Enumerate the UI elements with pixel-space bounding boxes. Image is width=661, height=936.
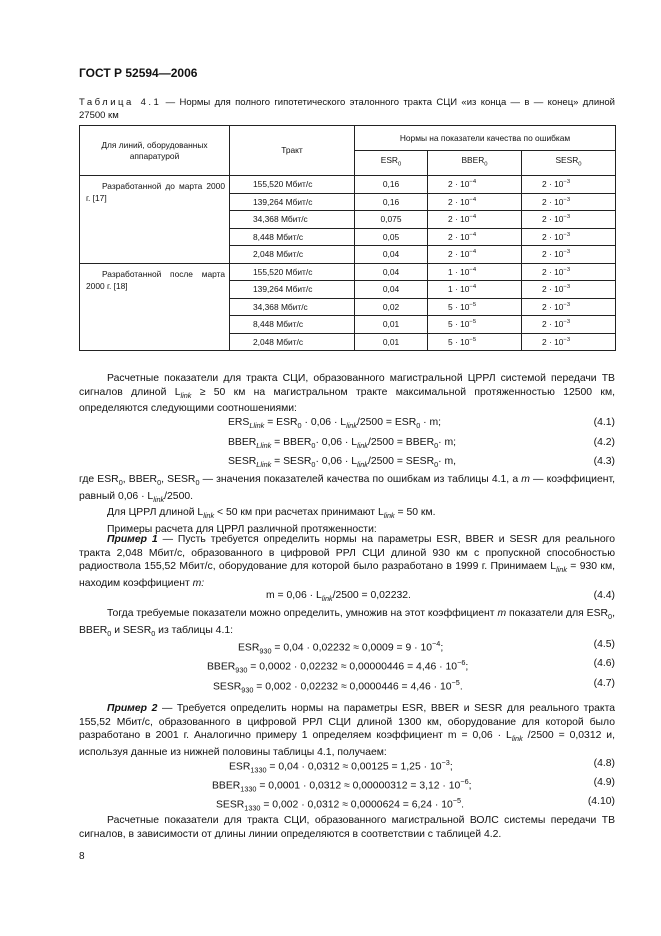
eq-number-4-10: (4.10)	[587, 796, 615, 807]
paragraph-example-2: Пример 2 — Требуется определить нормы на параметры ESR, BBER и SESR для реального тракта 155,52 Мбит/с, образованного в цифровой РРЛ СЦИ длиной 1300 км, оборудование для которой было разработано в 2001 г. Аналогично примеру 1 определяем коэффициент $m = 0,06 \cdot L_{link}$ /2500 = 0,0312 и, используя данные из нижней половины таблицы 4.1, получаем:	[79, 703, 615, 758]
header-bber: $BBER_0$	[428, 151, 522, 176]
cell-track: 2,048 Мбит/с	[230, 333, 355, 351]
table-caption-text: — Нормы для полного гипотетического эталонного тракта СЦИ «из конца — в — конец» длиной 27500 км	[79, 97, 615, 121]
header-sesr: $SESR_0$	[522, 151, 616, 176]
eq-number-4-1: (4.1)	[593, 417, 615, 428]
equation-4-9: $BBER_{1330} = 0,0001 \cdot 0,0312 \approx 0,00000312 = 3,12 \cdot 10^{-6}$;	[212, 777, 472, 794]
cell-bber: $5 \cdot 10^{-5}$	[428, 298, 522, 316]
cell-track: 155,520 Мбит/с	[230, 263, 355, 281]
cell-sesr: $2 \cdot 10^{-3}$	[522, 316, 616, 334]
cell-sesr: $2 \cdot 10^{-3}$	[522, 298, 616, 316]
cell-bber: $2 \cdot 10^{-4}$	[428, 228, 522, 246]
cell-bber: $5 \cdot 10^{-5}$	[428, 316, 522, 334]
equation-4-10: $SESR_{1330} = 0,002 \cdot 0,0312 \approx 0,0000624 = 6,24 \cdot 10^{-5}$.	[216, 796, 464, 813]
cell-esr: 0,05	[355, 228, 428, 246]
cell-track: 139,264 Мбит/с	[230, 193, 355, 211]
paragraph-then: Тогда требуемые показатели можно определить, умножив на этот коэффициент m показатели для $ESR_0$, $BBER_0$ и $SESR_0$ из таблицы 4.1:	[79, 608, 615, 638]
cell-esr: 0,04	[355, 246, 428, 264]
cell-track: 8,448 Мбит/с	[230, 316, 355, 334]
document-header: ГОСТ Р 52594—2006	[79, 66, 198, 80]
cell-sesr: $2 \cdot 10^{-3}$	[522, 263, 616, 281]
header-line: Для линий, оборудованных аппаратурой	[80, 126, 230, 176]
eq-number-4-8: (4.8)	[593, 758, 615, 769]
paragraph-intro: Расчетные показатели для тракта СЦИ, образованного магистральной ЦРРЛ системой передачи ТВ сигналов длиной $L_{link} \ge 50$ км на магистральном тракте максимальной протяженностью 12500 км, определяются следующими соотношениями:	[79, 373, 615, 415]
eq-number-4-6: (4.6)	[593, 658, 615, 669]
cell-esr: 0,075	[355, 211, 428, 229]
paragraph-where: где $ESR_0$, $BBER_0$, $SESR_0$ — значения показателей качества по ошибкам из таблицы 4.1, a m — коэффициент, равный $0,06 \cdot L_{link}/2500$. Для ЦРРЛ длиной $L_{link} < 50$ км при расчетах принимают $L_{link} = 50$ км. Примеры расчета для ЦРРЛ различной протяженности:	[79, 474, 615, 536]
equation-4-3: $SESR_{Llink}$ = $SESR_0\cdot 0,06 \cdot L_{link}/2500$ = $SESR_0\cdot m$,	[228, 456, 457, 470]
table-row	[80, 263, 616, 281]
cell-track: 34,368 Мбит/с	[230, 211, 355, 229]
table-row	[80, 176, 616, 194]
cell-track: 34,368 Мбит/с	[230, 298, 355, 316]
cell-sesr: $2 \cdot 10^{-3}$	[522, 333, 616, 351]
cell-sesr: $2 \cdot 10^{-3}$	[522, 211, 616, 229]
eq-number-4-4: (4.4)	[593, 590, 615, 601]
norms-table	[79, 125, 616, 351]
cell-bber: $2 \cdot 10^{-4}$	[428, 193, 522, 211]
cell-esr: 0,02	[355, 298, 428, 316]
cell-esr: 0,04	[355, 263, 428, 281]
cell-bber: $1 \cdot 10^{-4}$	[428, 281, 522, 299]
cell-sesr: $2 \cdot 10^{-3}$	[522, 281, 616, 299]
equation-4-8: $ESR_{1330} = 0,04 \cdot 0,0312 \approx 0,00125 = 1,25 \cdot 10^{-3}$;	[229, 758, 453, 775]
cell-sesr: $2 \cdot 10^{-3}$	[522, 246, 616, 264]
cell-sesr: $2 \cdot 10^{-3}$	[522, 193, 616, 211]
cell-sesr: $2 \cdot 10^{-3}$	[522, 228, 616, 246]
eq-number-4-5: (4.5)	[593, 639, 615, 650]
header-norms: Нормы на показатели качества по ошибкам	[355, 126, 616, 151]
paragraph-example-1: Пример 1 — Пусть требуется определить нормы на параметры ESR, BBER и SESR для реального тракта 2,048 Мбит/с, образованного в цифровой РРЛ СЦИ длиной 930 км с пропускной способностью радиоствола 155,52 Мбит/с, оборудование для которой было разработано в 1999 г. Принимаем $L_{link} = 930$ км, находим коэффициент m:	[79, 534, 615, 589]
equation-4-7: $SESR_{930} = 0,002 \cdot 0,02232 \approx 0,0000446 = 4,46 \cdot 10^{-5}$.	[213, 678, 463, 695]
equation-4-2: $BBER_{Llink}$ = $BBER_0\cdot 0,06 \cdot L_{link}/2500$ = $BBER_0\cdot m$;	[228, 437, 457, 451]
equation-4-4: $m = 0,06 \cdot L_{link}/2500 = 0,02232$.	[266, 590, 411, 604]
cell-bber: $2 \cdot 10^{-4}$	[428, 211, 522, 229]
page-number: 8	[79, 851, 85, 862]
eq-number-4-7: (4.7)	[593, 678, 615, 689]
cell-esr: 0,16	[355, 176, 428, 194]
equation-4-5: $ESR_{930} = 0,04 \cdot 0,02232 \approx 0,0009 = 9 \cdot 10^{-4}$;	[238, 639, 444, 656]
table-caption	[79, 96, 615, 122]
eq-number-4-3: (4.3)	[593, 456, 615, 467]
cell-esr: 0,01	[355, 316, 428, 334]
header-track: Тракт	[230, 126, 355, 176]
cell-track: 8,448 Мбит/с	[230, 228, 355, 246]
paragraph-closing: Расчетные показатели для тракта СЦИ, образованного магистральной ВОЛС системы передачи ТВ сигналов, в зависимости от длины линии определяются в соответствии с таблицей 4.2.	[79, 815, 615, 840]
cell-bber: $2 \cdot 10^{-4}$	[428, 246, 522, 264]
eq-number-4-2: (4.2)	[593, 437, 615, 448]
cell-sesr: $2 \cdot 10^{-3}$	[522, 176, 616, 194]
cell-track: 139,264 Мбит/с	[230, 281, 355, 299]
cell-esr: 0,16	[355, 193, 428, 211]
equation-4-6: $BBER_{930} = 0,0002 \cdot 0,02232 \approx 0,00000446 = 4,46 \cdot 10^{-6}$;	[207, 658, 469, 675]
cell-esr: 0,01	[355, 333, 428, 351]
equation-4-1: $ERS_{Llink} = ESR_0 \cdot 0,06 \cdot L_{link}/2500 = ESR_0 \cdot m$;	[228, 417, 442, 431]
table-caption-label: Таблица 4.1	[79, 97, 162, 108]
cell-line-type: Разработанной после марта 2000 г. [18]	[80, 263, 230, 351]
cell-bber: $5 \cdot 10^{-5}$	[428, 333, 522, 351]
cell-bber: $1 \cdot 10^{-4}$	[428, 263, 522, 281]
cell-track: 155,520 Мбит/с	[230, 176, 355, 194]
eq-number-4-9: (4.9)	[593, 777, 615, 788]
cell-esr: 0,04	[355, 281, 428, 299]
header-esr: $ESR_0$	[355, 151, 428, 176]
cell-track: 2,048 Мбит/с	[230, 246, 355, 264]
cell-bber: $2 \cdot 10^{-4}$	[428, 176, 522, 194]
cell-line-type: Разработанной до марта 2000 г. [17]	[80, 176, 230, 264]
